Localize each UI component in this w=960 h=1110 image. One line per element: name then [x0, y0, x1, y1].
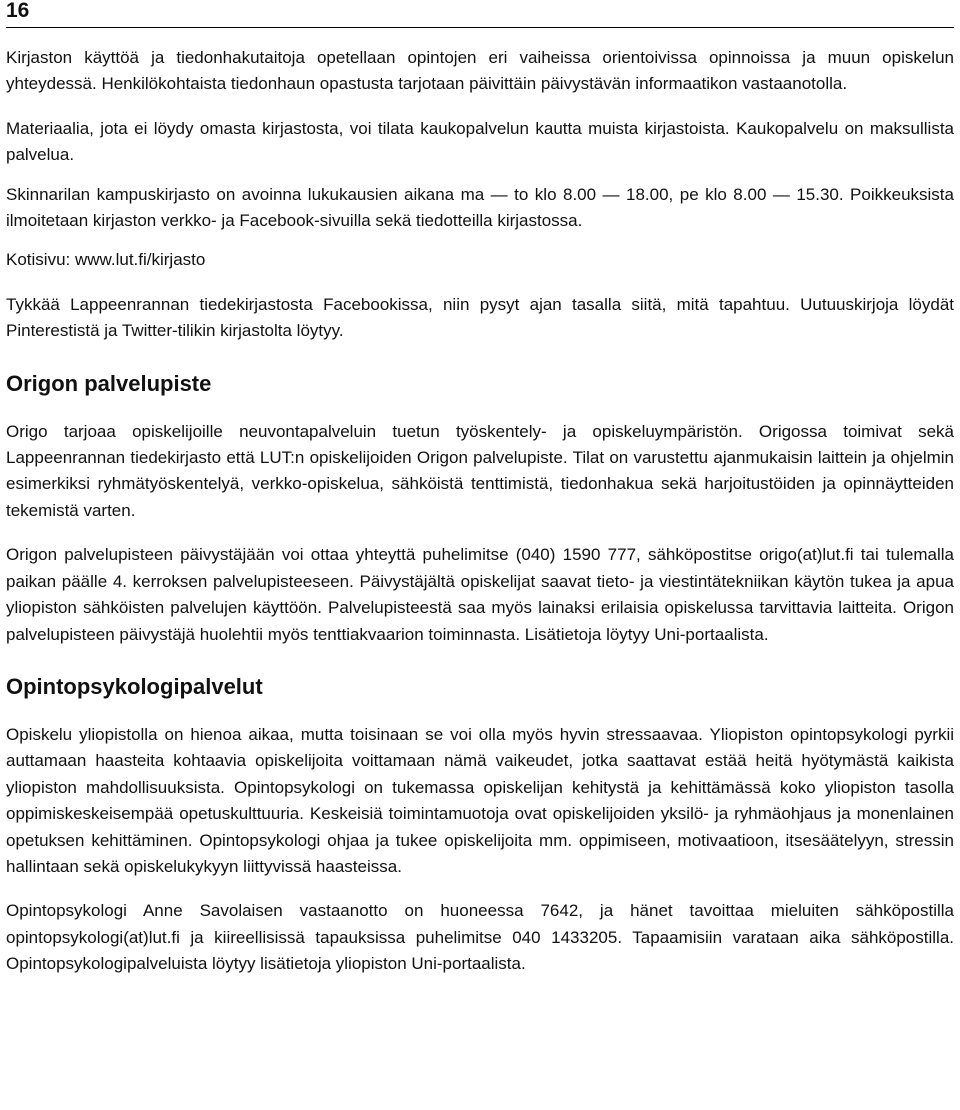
- paragraph-psychologist-contact: Opintopsykologi Anne Savolaisen vastaanotto on huoneessa 7642, ja hänet tavoittaa mieluiten sähköpostilla opintopsykologi(at)lut.fi ja kiireellisissä tapauksissa puhelimitse 040 1433205. Tapaamisiin varataan aika sähköpostilla. Opintopsykologipalveluista löytyy lisätietoja yliopiston Uni-portaalista.: [6, 901, 954, 974]
- heading-study-psychologist: Opintopsykologipalvelut: [6, 673, 263, 699]
- paragraph-homepage: Kotisivu: www.lut.fi/kirjasto: [6, 250, 206, 270]
- page-content: [6, 45, 954, 978]
- paragraph-psychologist-intro: Opiskelu yliopistolla on hienoa aikaa, mutta toisinaan se voi olla myös hyvin stressaavaa. Yliopiston opintopsykologi pyrkii auttamaan haasteita kohtaavia opiskelijoita voittamaan nämä vaikeudet, jotka saattavat estää heitä hyötymästä kaikista yliopiston mahdollisuuksista. Opintopsykologi on tukemassa opiskelijan kehitystä ja kehittämässä koko yliopiston tasolla oppimiskeskeisempää opetuskulttuuria. Keskeisiä toimintamuotoja ovat opiskelijoiden yksilö- ja ryhmäohjaus ja monenlainen opetuksen kehittäminen. Opintopsykologi ohjaa ja tukee opiskelijoita mm. oppimiseen, motivaatioon, itsesäätelyyn, stressin hallintaan sekä opiskelukykyyn liittyvissä haasteissa.: [6, 724, 954, 876]
- heading-origon-service-point: Origon palvelupiste: [6, 370, 212, 396]
- document-page: [6, 0, 954, 978]
- page-header: [6, 0, 954, 28]
- paragraph-library-skills: Kirjaston käyttöä ja tiedonhakutaitoja opetellaan opintojen eri vaiheissa orientoivissa opinnoissa ja muun opiskelun yhteydessä. Henkilökohtaista tiedonhaun opastusta tarjotaan päivittäin päivystävän informaatikon vastaanotolla.: [6, 48, 954, 94]
- paragraph-social-media: Tykkää Lappeenrannan tiedekirjastosta Facebookissa, niin pysyt ajan tasalla siitä, mitä tapahtuu. Uutuuskirjoja löydät Pinterestistä ja Twitter-tilikin kirjastolta löytyy.: [6, 294, 954, 341]
- paragraph-origo-intro: Origo tarjoaa opiskelijoille neuvontapalveluin tuetun työskentely- ja opiskeluympäristön. Origossa toimivat sekä Lappeenrannan tiedekirjasto että LUT:n opiskelijoiden Origon palvelupiste. Tilat on varustettu ajanmukaisin laittein ja ohjelmin esimerkiksi ryhmätyöskentelyä, verkko-opiskelua, sähköistä tenttimistä, tiedonhakua sekä harjoitustöiden ja opinnäytteiden tekemistä varten.: [6, 421, 954, 520]
- page-number: 16: [6, 0, 30, 22]
- paragraph-interlibrary-loan: Materiaalia, jota ei löydy omasta kirjastosta, voi tilata kaukopalvelun kautta muista kirjastoista. Kaukopalvelu on maksullista palvelua.: [6, 118, 954, 165]
- paragraph-opening-hours: Skinnarilan kampuskirjasto on avoinna lukukausien aikana ma — to klo 8.00 — 18.00, pe klo 8.00 — 15.30. Poikkeuksista ilmoitetaan kirjaston verkko- ja Facebook-sivuilla sekä tiedotteilla kirjastossa.: [6, 184, 954, 231]
- paragraph-origo-contact: Origon palvelupisteen päivystäjään voi ottaa yhteyttä puhelimitse (040) 1590 777, sähköpostitse origo(at)lut.fi tai tulemalla paikan päälle 4. kerroksen palvelupisteeseen. Päivystäjältä opiskelijat saavat tieto- ja viestintätekniikan käytön tukea ja apua yliopiston sähköisten palvelujen käyttöön. Palvelupisteestä saa myös lainaksi erilaisia opiskelussa tarvittavia laitteita. Origon palvelupisteen päivystäjä huolehtii myös tenttiakvaarion toiminnasta. Lisätietoja löytyy Uni-portaalista.: [6, 545, 954, 644]
